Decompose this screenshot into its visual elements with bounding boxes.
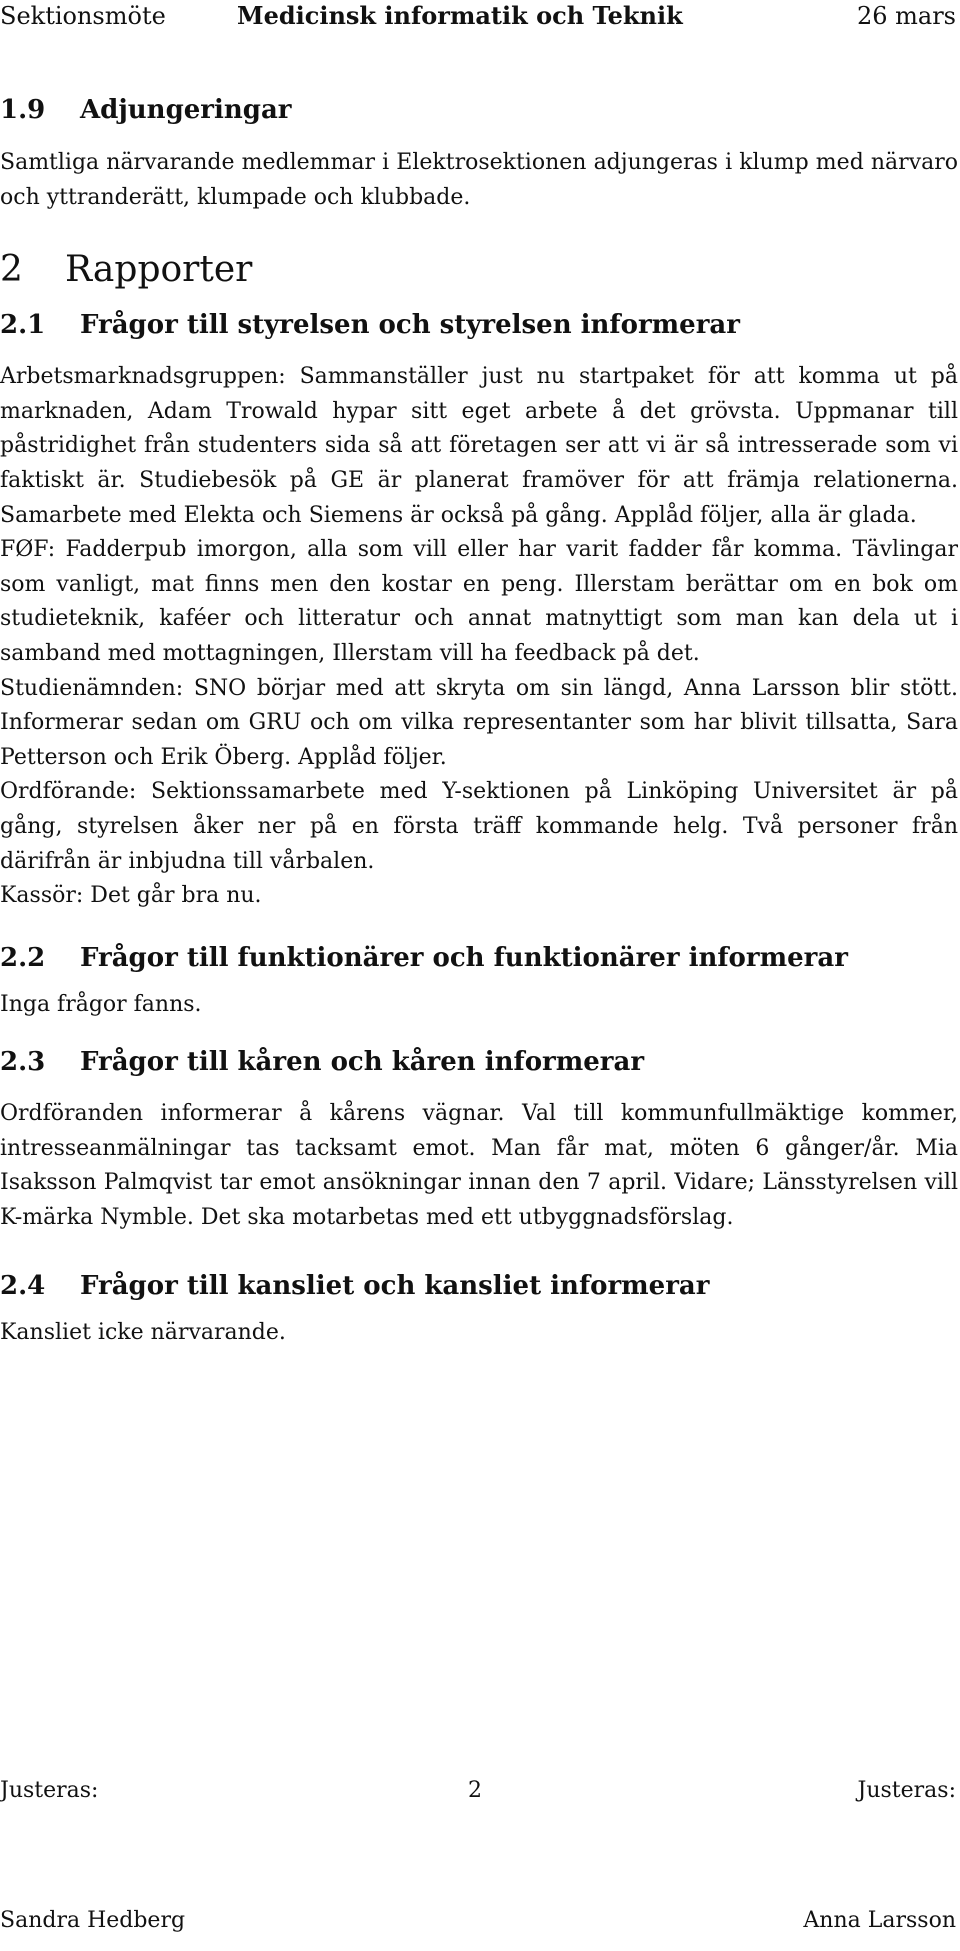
heading-fragor-karen <box>0 1042 958 1082</box>
heading-number: 2.4 <box>0 1270 46 1301</box>
header-title: Medicinsk informatik och Teknik <box>237 1 683 30</box>
heading-text: Frågor till styrelsen och styrelsen informerar <box>80 310 740 341</box>
heading-number: 2 <box>0 249 23 291</box>
heading-number: 1.9 <box>0 95 46 125</box>
footer-justeras-right: Justeras: <box>857 1778 956 1803</box>
header-left: Sektionsmöte <box>0 2 166 30</box>
running-header <box>0 0 958 32</box>
header-date: 26 mars <box>856 2 956 30</box>
paragraph-adjungeringar: Samtliga närvarande medlemmar i Elektrosektionen adjungeras i klump med närvaro och yttranderätt, klumpade och klubbade. <box>0 150 958 210</box>
paragraph-kansliet: Kansliet icke närvarande. <box>0 1319 286 1345</box>
heading-text: Rapporter <box>65 249 253 291</box>
heading-adjungeringar <box>0 90 958 130</box>
paragraph-fof: FØF: Fadderpub imorgon, alla som vill eller har varit fadder får komma. Tävlingar som vanligt, mat finns men den kostar en peng. Illerstam berättar om en bok om studieteknik, kaféer och litteratur och annat matnyttigt som man kan dela ut i samband med mottagningen, Illerstam vill ha feedback på det. <box>0 537 958 666</box>
paragraph-kassor: Kassör: Det går bra nu. <box>0 883 262 909</box>
paragraph-funktionarer: Inga frågor fanns. <box>0 991 202 1017</box>
heading-text: Adjungeringar <box>80 95 292 125</box>
heading-number: 2.1 <box>0 310 46 341</box>
page-number: 2 <box>468 1778 482 1803</box>
heading-number: 2.2 <box>0 942 46 973</box>
signer-right-name: Anna Larsson <box>803 1908 956 1933</box>
document-body <box>0 90 958 1350</box>
paragraph-arbetsmarknadsgruppen: Arbetsmarknadsgruppen: Sammanställer just nu startpaket för att komma ut på marknaden, Adam Trowald hypar sitt eget arbete å det grövsta. Uppmanar till påstridighet från studenters sida så att företagen ser att vi är så intresserade som vi faktiskt är. Studiebesök på GE är planerat framöver för att främja relationerna. Samarbete med Elekta och Siemens är också på gång. Applåd följer, alla är glada. <box>0 364 958 528</box>
paragraph-ordforande: Ordförande: Sektionssamarbete med Y-sektionen på Linköping Universitet är på gång, styrelsen åker ner på en första träff kommande helg. Två personer från därifrån är inbjudna till vårbalen. <box>0 779 958 874</box>
heading-text: Frågor till funktionärer och funktionärer informerar <box>80 942 848 973</box>
paragraph-studienamnden: Studienämnden: SNO börjar med att skryta om sin längd, Anna Larsson blir stött. Informerar sedan om GRU och om vilka representanter som har blivit tillsatta, Sara Petterson och Erik Öberg. Applåd följer. <box>0 675 958 770</box>
signer-left-name: Sandra Hedberg <box>0 1908 186 1933</box>
heading-text: Frågor till kansliet och kansliet informerar <box>80 1270 710 1301</box>
heading-fragor-funktionarer <box>0 938 958 978</box>
heading-number: 2.3 <box>0 1047 46 1078</box>
heading-rapporter <box>0 244 958 296</box>
heading-fragor-styrelsen <box>0 305 958 345</box>
footer-justeras-left: Justeras: <box>0 1778 99 1803</box>
paragraph-karen: Ordföranden informerar å kårens vägnar. Val till kommunfullmäktige kommer, intresseanmälningar tas tacksamt emot. Man får mat, möten 6 gånger/år. Mia Isaksson Palmqvist tar emot ansökningar innan den 7 april. Vidare; Länsstyrelsen vill K-märka Nymble. Det ska motarbetas med ett utbyggnadsförslag. <box>0 1101 958 1231</box>
heading-text: Frågor till kåren och kåren informerar <box>80 1047 645 1078</box>
heading-fragor-kansliet <box>0 1266 958 1306</box>
